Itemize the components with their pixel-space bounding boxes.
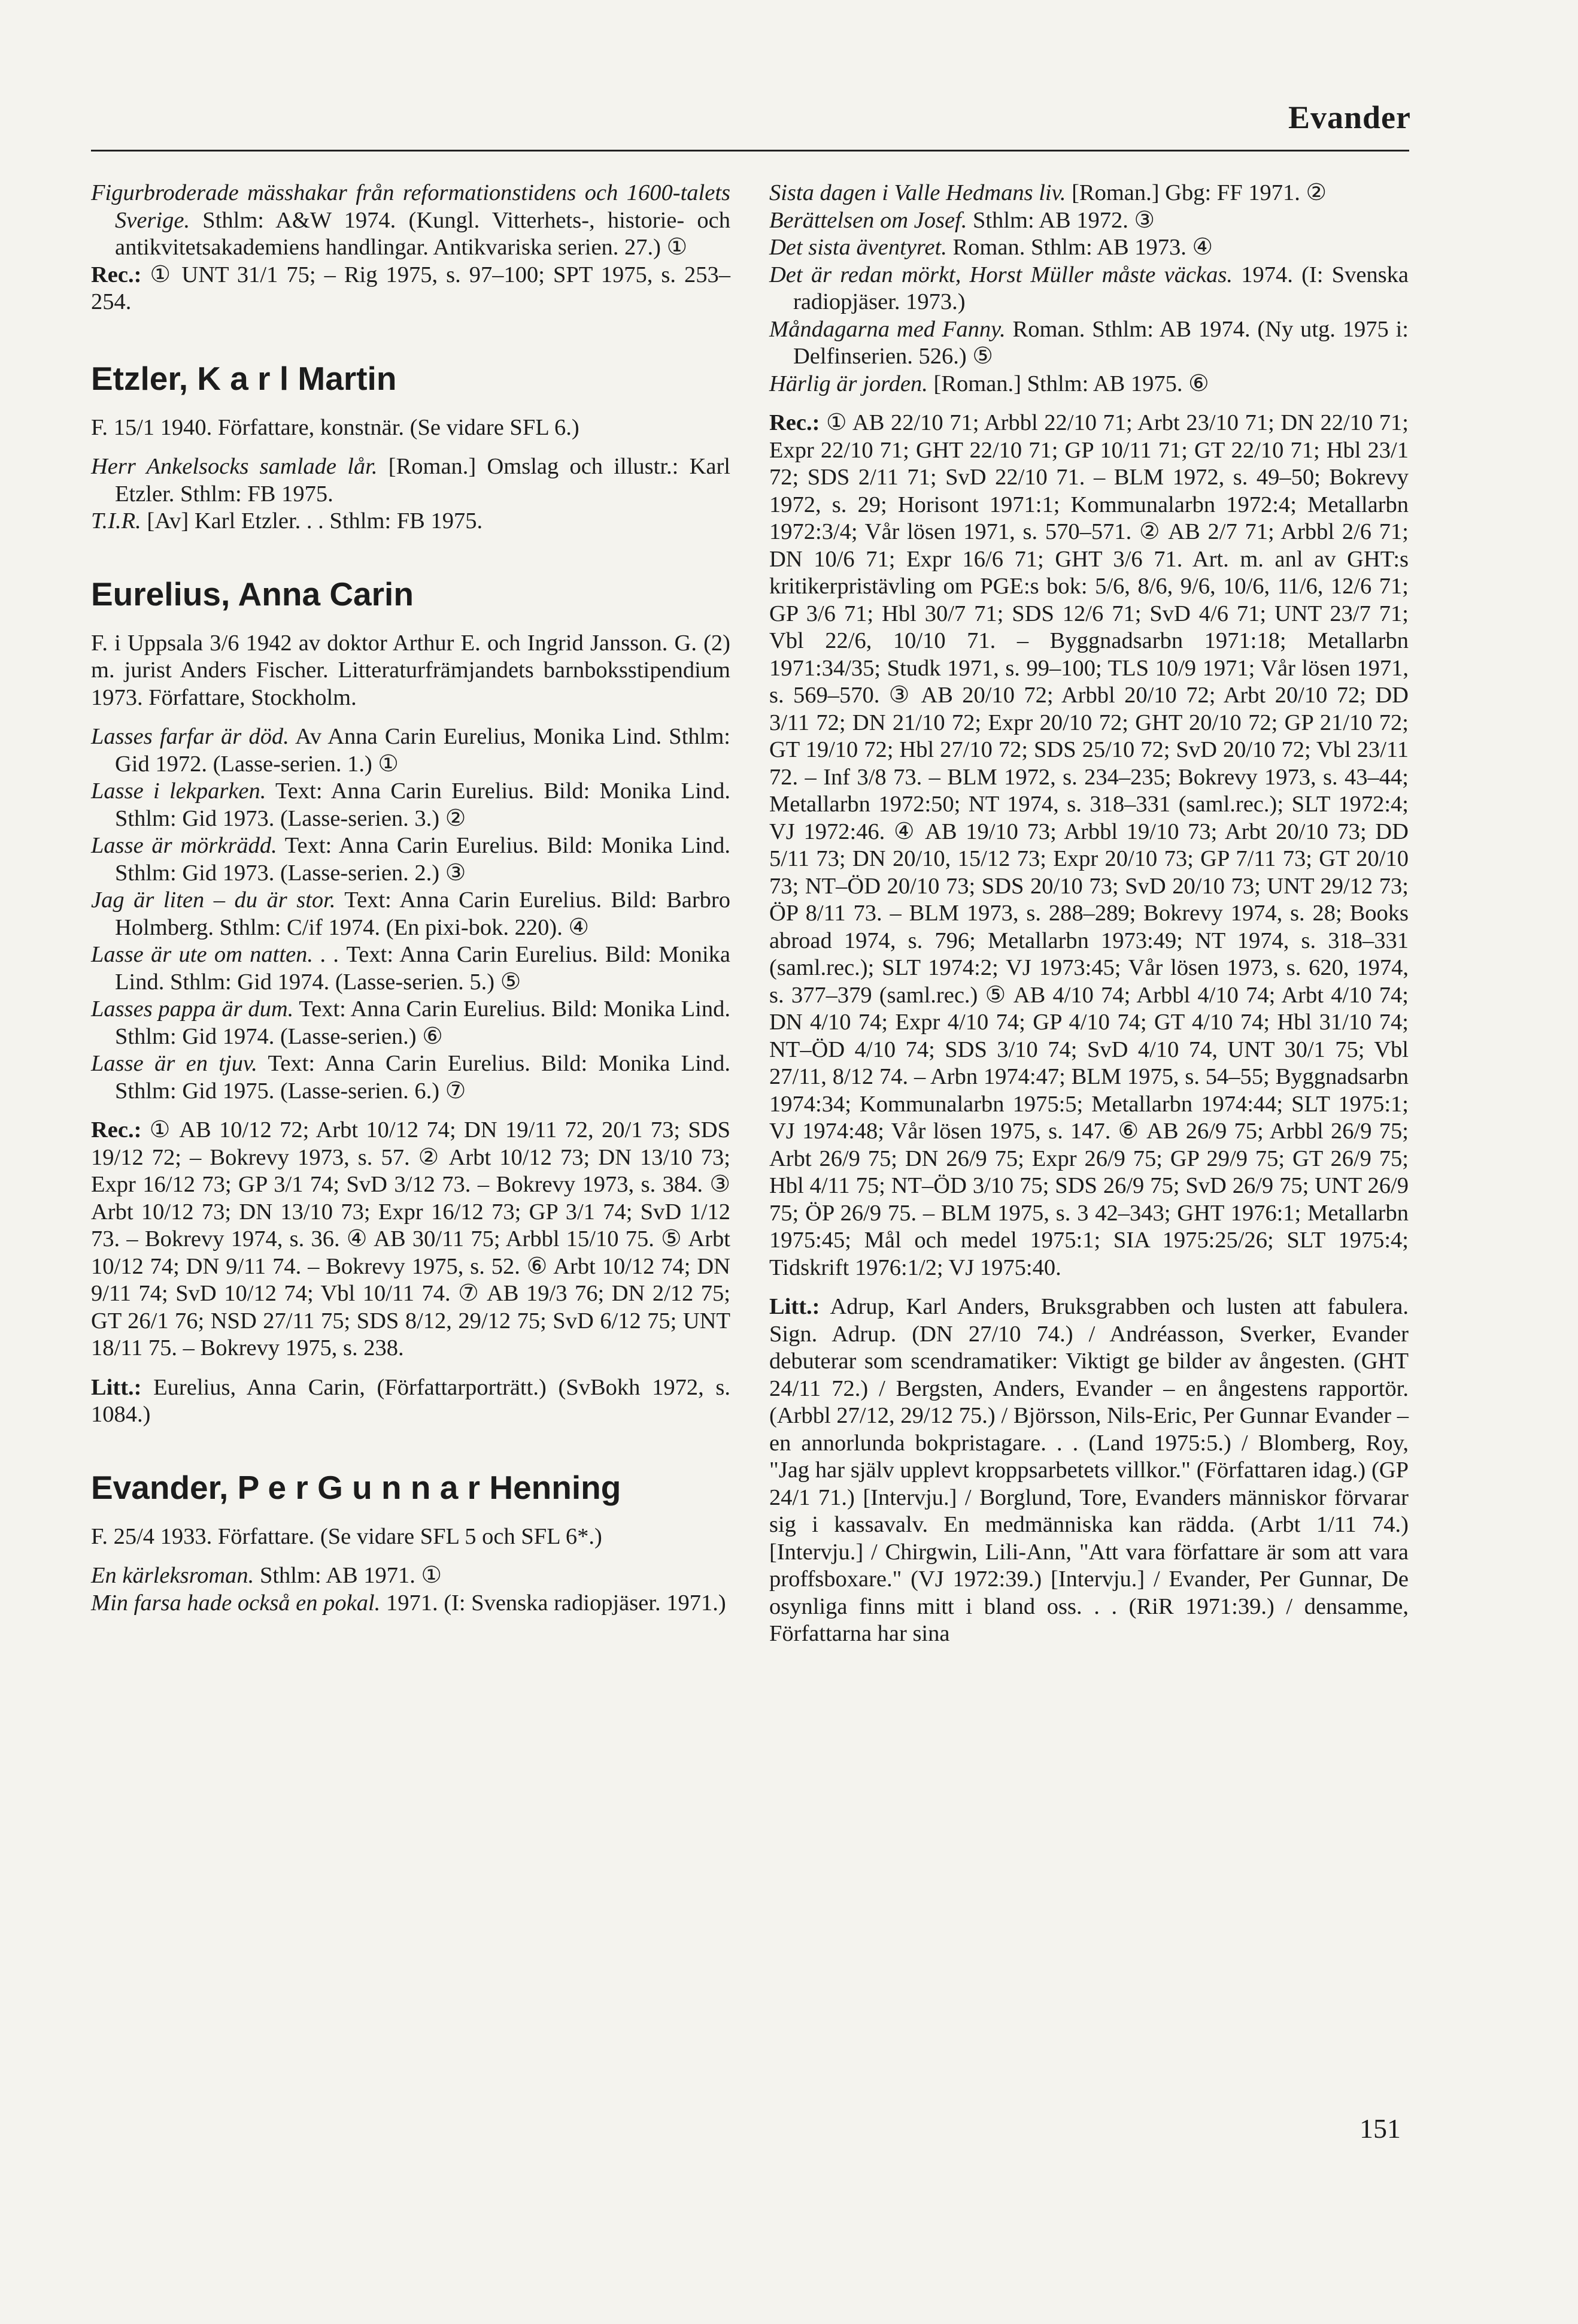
rec-label: Rec.: [91, 262, 142, 287]
work-title: Sista dagen i Valle Hedmans liv. [769, 180, 1066, 205]
work-title: Härlig är jorden. [769, 371, 928, 396]
work-title: Figurbroderade mässhakar från reformationstidens och 1600-talets Sverige. [91, 180, 730, 233]
header-rule [91, 150, 1409, 152]
work-details: Av Anna Carin Eurelius, Monika Lind. Sthlm: Gid 1972. (Lasse-serien. 1.) ① [115, 724, 731, 777]
work-title: Min farsa hade också en pokal. [91, 1590, 381, 1616]
work-title: Herr Ankelsocks samlade lår. [91, 454, 378, 479]
entry-evander-7 [769, 316, 1409, 371]
entry-eurelius-7 [91, 1050, 730, 1105]
work-title: Lasse är ute om natten. . . [91, 942, 339, 967]
page-number: 151 [1359, 2113, 1401, 2144]
work-details: Roman. Sthlm: AB 1973. ④ [946, 235, 1213, 260]
entry-evander-3 [769, 180, 1409, 207]
work-details: Text: Anna Carin Eurelius. Bild: Monika Lind. Sthlm: Gid 1974. (Lasse-serien.) ⑥ [115, 996, 731, 1049]
rec-text: ① UNT 31/1 75; – Rig 1975, s. 97–100; SPT 1975, s. 253–254. [91, 262, 730, 314]
litt-text: Adrup, Karl Anders, Bruksgrabben och lusten att fabulera. Sign. Adrup. (DN 27/10 74.) / Andréasson, Sverker, Evander debuterar som scendramatiker: Viktigt ge bilder av ångesten. (GHT 24/11 72.) / Bergsten, Anders, Evander – en ångestens rapportör. (Arbbl 27/12, 29/12 75.) / Björsson, Nils-Eric, Per Gunnar Evander – en annorlunda bokpristagare. . . (Land 1975:5.) / Blomberg, Roy, "Jag har själv upplevt kroppsarbetets villkor." (Författaren idag.) (GP 24/1 71.) [Intervju.] / Borglund, Tore, Evanders människor förvarar sig i kassavalv. En medmänniska kan rädda. (Arbt 1/11 74.) [Intervju.] / Chirgwin, Lili-Ann, "Att vara författare är som att vara proffsboxare." (VJ 1972:39.) [Intervju.] / Evander, Per Gunnar, De osynliga finns mitt i bland oss. . . (RiR 1971:39.) / densamme, Författarna har sina [769, 1294, 1409, 1646]
entry-evander-1 [91, 1562, 730, 1590]
author-heading-etzler: Etzler, K a r l Martin [91, 359, 397, 397]
work-details: Sthlm: A&W 1974. (Kungl. Vitterhets-, historie- och antikvitetsakademiens handlingar. Antikvariska serien. 27.) ① [115, 207, 730, 260]
author-heading-eurelius: Eurelius, Anna Carin [91, 575, 414, 613]
work-details: Text: Anna Carin Eurelius. Bild: Monika Lind. Sthlm: Gid 1973. (Lasse-serien. 2.) ③ [115, 833, 730, 886]
litt-text: Eurelius, Anna Carin, (Författarporträtt.) (SvBokh 1972, s. 1084.) [91, 1374, 730, 1427]
entry-evander-6 [769, 262, 1409, 316]
work-details: 1974. (I: Svenska radiopjäser. 1973.) [793, 262, 1409, 314]
right-column [769, 180, 1409, 1648]
work-title: Jag är liten – du är stor. [91, 887, 336, 913]
work-title: Det är redan mörkt, Horst Müller måste väckas. [769, 262, 1233, 287]
work-details: [Roman.] Sthlm: AB 1975. ⑥ [927, 371, 1209, 396]
bio-evander: F. 25/4 1933. Författare. (Se vidare SFL 5 och SFL 6*.) [91, 1523, 602, 1549]
work-title: Lasse är en tjuv. [91, 1051, 257, 1076]
work-title: Berättelsen om Josef. [769, 207, 967, 233]
work-details: Text: Anna Carin Eurelius. Bild: Monika Lind. Sthlm: Gid 1975. (Lasse-serien. 6.) ⑦ [115, 1051, 731, 1104]
entry-eurelius-5 [91, 941, 730, 996]
work-title: Måndagarna med Fanny. [769, 316, 1006, 342]
entry-eurelius-3 [91, 832, 730, 887]
work-details: Text: Anna Carin Eurelius. Bild: Monika Lind. Sthlm: Gid 1974. (Lasse-serien. 5.) ⑤ [115, 942, 730, 995]
entry-evander-8 [769, 371, 1409, 398]
litt-label: Litt.: [91, 1374, 142, 1400]
entry-etzler-1 [91, 453, 730, 508]
rec-text: ① AB 22/10 71; Arbbl 22/10 71; Arbt 23/10 71; DN 22/10 71; Expr 22/10 71; GHT 22/10 71; GP 10/11 71; GT 22/10 71; Hbl 23/1 72; SDS 2/11 71; SvD 22/10 71. – BLM 1972, s. 49–50; Bokrevy 1972, s. 29; Horisont 1971:1; Kommunalarbn 1972:4; Metallarbn 1972:3/4; Vår lösen 1971, s. 570–571. ② AB 2/7 71; Arbbl 2/6 71; DN 10/6 71; Expr 16/6 71; GHT 3/6 71. Art. m. anl av GHT:s kritikerpristävling om PGE:s bok: 5/6, 8/6, 9/6, 10/6, 11/6, 12/6 71; GP 3/6 71; Hbl 30/7 71; SDS 12/6 71; SvD 4/6 71; UNT 23/7 71; Vbl 22/6, 10/10 71. – Byggnadsarbn 1971:18; Metallarbn 1971:34/35; Studk 1971, s. 99–100; TLS 10/9 1971; Vår lösen 1971, s. 569–570. ③ AB 20/10 72; Arbbl 20/10 72; Arbt 20/10 72; DD 3/11 72; DN 21/10 72; Expr 20/10 72; GHT 20/10 72; GP 21/10 72; GT 19/10 72; Hbl 27/10 72; SDS 25/10 72; SvD 20/10 72; Vbl 23/11 72. – Inf 3/8 73. – BLM 1972, s. 234–235; Bokrevy 1973, s. 43–44; Metallarbn 1972:50; NT 1974, s. 318–331 (saml.rec.); SLT 1972:4; VJ 1972:46. ④ AB 19/10 73; Arbbl 19/10 73; Arbt 20/10 73; DD 5/11 73; DN 20/10, 15/12 73; Expr 20/10 73; GP 7/11 73; GT 20/10 73; NT–ÖD 20/10 73; SDS 20/10 73; SvD 20/10 73; UNT 29/12 73; ÖP 8/11 73. – BLM 1973, s. 288–289; Bokrevy 1974, s. 28; Books abroad 1974, s. 796; Metallarbn 1973:49; NT 1974, s. 318–331 (saml.rec.); SLT 1974:2; VJ 1973:45; Vår lösen 1973, s. 620, 1974, s. 377–379 (saml.rec.) ⑤ AB 4/10 74; Arbbl 4/10 74; Arbt 4/10 74; DN 4/10 74; Expr 4/10 74; GP 4/10 74; GT 4/10 74; Hbl 31/10 74; NT–ÖD 4/10 74; SDS 3/10 74; SvD 4/10 74, UNT 30/1 75; Vbl 27/11, 8/12 74. – Arbn 1974:47; BLM 1975, s. 54–55; Byggnadsarbn 1974:34; Kommunalarbn 1975:5; Metallarbn 1974:44; SLT 1975:1; VJ 1974:48; Vår lösen 1975, s. 147. ⑥ AB 26/9 75; Arbbl 26/9 75; Arbt 26/9 75; DN 26/9 75; Expr 26/9 75; GP 29/9 75; GT 26/9 75; Hbl 4/11 75; NT–ÖD 3/10 75; SDS 26/9 75; SvD 26/9 75; UNT 26/9 75; ÖP 26/9 75. – BLM 1975, s. 3 42–343; GHT 1976:1; Metallarbn 1975:45; Mål och medel 1975:1; SIA 1975:25/26; SLT 1975:4; Tidskrift 1976:1/2; VJ 1975:40. [769, 410, 1409, 1280]
entry-eurelius-1 [91, 723, 730, 778]
reviews-eurelius [91, 1117, 730, 1362]
running-head: Evander [1288, 99, 1411, 135]
work-details: Text: Anna Carin Eurelius. Bild: Barbro Holmberg. Sthlm: C/if 1974. (En pixi-bok. 220). ④ [115, 887, 730, 940]
entry-figur [91, 180, 730, 262]
work-details: Roman. Sthlm: AB 1974. (Ny utg. 1975 i: Delfinserien. 526.) ⑤ [793, 316, 1409, 369]
entry-etzler-2 [91, 508, 730, 535]
work-title: En kärleksroman. [91, 1563, 254, 1588]
work-title: Lasse är mörkrädd. [91, 833, 277, 858]
left-column [91, 180, 730, 1617]
work-details: Sthlm: AB 1971. ① [254, 1563, 442, 1588]
entry-evander-4 [769, 207, 1409, 235]
rec-label: Rec.: [769, 410, 820, 435]
work-details: 1971. (I: Svenska radiopjäser. 1971.) [380, 1590, 726, 1616]
work-details: [Roman.] Gbg: FF 1971. ② [1066, 180, 1327, 205]
rec-label: Rec.: [91, 1117, 142, 1143]
work-details: Text: Anna Carin Eurelius. Bild: Monika Lind. Sthlm: Gid 1973. (Lasse-serien. 3.) ② [115, 778, 731, 831]
work-details: Sthlm: AB 1972. ③ [967, 207, 1155, 233]
reviews-figur [91, 262, 730, 316]
entry-evander-2 [91, 1590, 730, 1617]
work-title: Det sista äventyret. [769, 235, 947, 260]
rec-text: ① AB 10/12 72; Arbt 10/12 74; DN 19/11 72, 20/1 73; SDS 19/12 72; – Bokrevy 1973, s. 57. ② Arbt 10/12 73; DN 13/10 73; Expr 16/12 73; GP 3/1 74; SvD 3/12 73. – Bokrevy 1973, s. 384. ③ Arbt 10/12 73; DN 13/10 73; Expr 16/12 73; GP 3/1 74; SvD 1/12 73. – Bokrevy 1974, s. 36. ④ AB 30/11 75; Arbbl 15/10 75. ⑤ Arbt 10/12 74; DN 9/11 74. – Bokrevy 1975, s. 52. ⑥ Arbt 10/12 74; DN 9/11 74; SvD 10/12 74; Vbl 10/11 74. ⑦ AB 19/3 76; DN 2/12 75; GT 26/1 76; NSD 27/11 75; SDS 8/12, 29/12 75; SvD 6/12 75; UNT 18/11 75. – Bokrevy 1975, s. 238. [91, 1117, 730, 1361]
bio-etzler: F. 15/1 1940. Författare, konstnär. (Se vidare SFL 6.) [91, 414, 579, 440]
work-title: Lasses pappa är dum. [91, 996, 294, 1022]
entry-eurelius-4 [91, 887, 730, 941]
work-title: T.I.R. [91, 508, 141, 534]
work-details: [Av] Karl Etzler. . . Sthlm: FB 1975. [141, 508, 483, 534]
work-title: Lasse i lekparken. [91, 778, 266, 804]
entry-eurelius-6 [91, 996, 730, 1050]
bio-eurelius: F. i Uppsala 3/6 1942 av doktor Arthur E. och Ingrid Jansson. G. (2) m. jurist Anders Fischer. Litteraturfrämjandets barnboksstipendium 1973. Författare, Stockholm. [91, 630, 730, 710]
work-details: [Roman.] Omslag och illustr.: Karl Etzler. Sthlm: FB 1975. [115, 454, 730, 507]
work-title: Lasses farfar är död. [91, 724, 289, 749]
litt-label: Litt.: [769, 1294, 820, 1319]
literature-evander [769, 1293, 1409, 1648]
entry-evander-5 [769, 234, 1409, 262]
literature-eurelius [91, 1374, 730, 1429]
author-heading-evander: Evander, P e r G u n n a r Henning [91, 1468, 621, 1506]
reviews-evander [769, 410, 1409, 1281]
entry-eurelius-2 [91, 778, 730, 832]
